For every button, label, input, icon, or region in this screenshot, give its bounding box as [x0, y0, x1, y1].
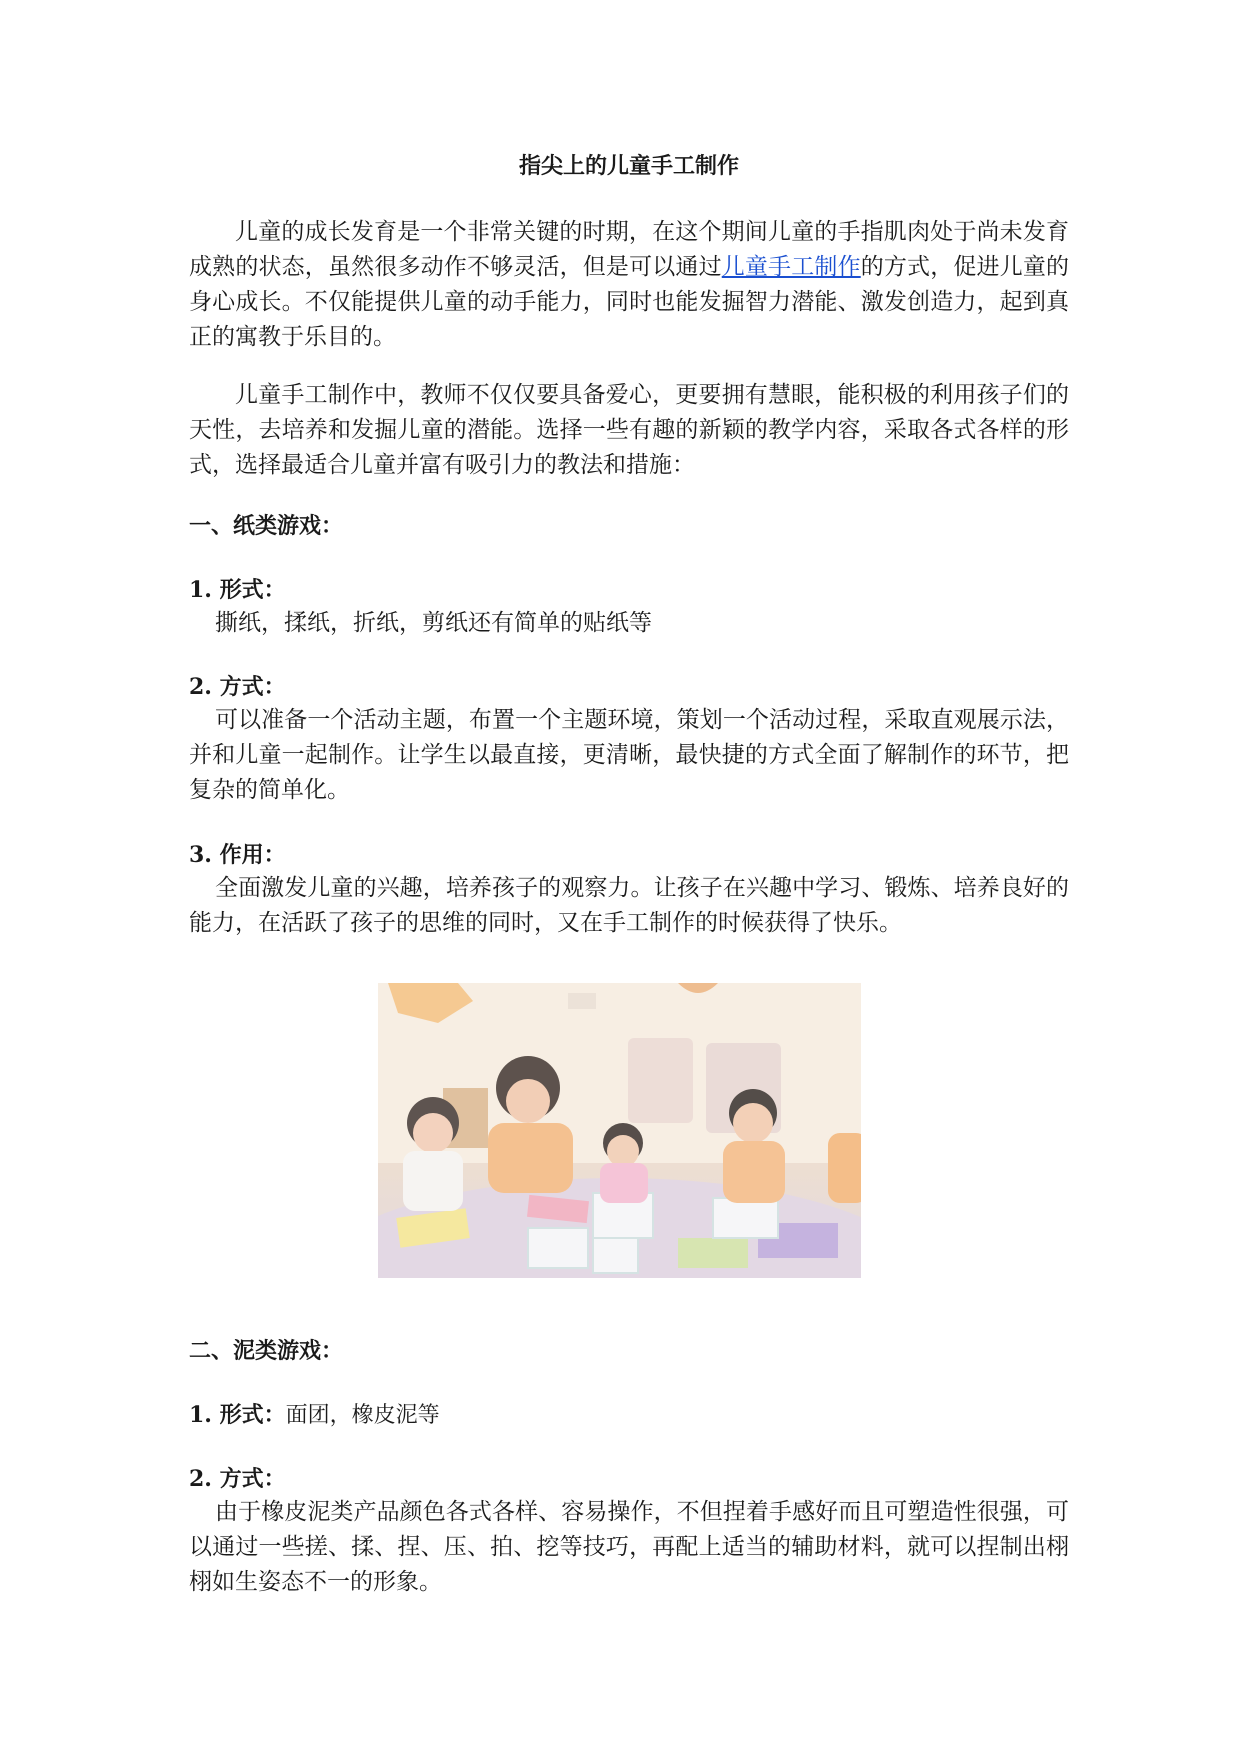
- section1-method-text: 可以准备一个活动主题，布置一个主题环境，策划一个活动过程，采取直观展示法，并和儿童一起制作。让学生以最直接，更清晰，最快捷的方式全面了解制作的环节，把复杂的简单化。: [189, 707, 1069, 803]
- section2-form-text: 面团，橡皮泥等: [285, 1403, 440, 1428]
- teacher-paragraph: 儿童手工制作中，教师不仅仅要具备爱心，更要拥有慧眼，能积极的利用孩子们的天性，去培养和发掘儿童的潜能。选择一些有趣的新颖的教学内容，采取各式各样的形式，选择最适合儿童并富有吸引力的教法和措施：: [189, 382, 1069, 478]
- handcraft-link[interactable]: 儿童手工制作: [721, 254, 861, 280]
- section2-form-label: 1. 形式：: [189, 1402, 286, 1428]
- section1-form-text: 撕纸，揉纸，折纸，剪纸还有简单的贴纸等: [215, 610, 652, 636]
- section2-heading: 二、泥类游戏：: [189, 1338, 344, 1364]
- intro-text-before: 儿童的成长发育是一个非常关键的时期，在这个期间儿童的手指肌肉处于尚未发育成熟的状态，虽然很多动作不够灵活，但是可以通过: [189, 219, 1069, 280]
- section2-form-row: [189, 1398, 440, 1433]
- document-page: [189, 0, 1069, 1754]
- section1-effect-text: 全面激发儿童的兴趣，培养孩子的观察力。让孩子在兴趣中学习、锻炼、培养良好的能力，在活跃了孩子的思维的同时，又在手工制作的时候获得了快乐。: [189, 875, 1069, 936]
- section2-method-label: 2. 方式：: [189, 1466, 286, 1492]
- intro-paragraph: [189, 215, 1069, 355]
- section1-heading: 一、纸类游戏：: [189, 513, 344, 539]
- section2-method-text: 由于橡皮泥类产品颜色各式各样、容易操作，不但捏着手感好而且可塑造性很强，可以通过一些搓、揉、捏、压、拍、挖等技巧，再配上适当的辅助材料，就可以捏制出栩栩如生姿态不一的形象。: [189, 1499, 1069, 1595]
- section1-method-label: 2. 方式：: [189, 674, 286, 700]
- classroom-photo: [378, 983, 861, 1278]
- document-title: 指尖上的儿童手工制作: [518, 153, 739, 179]
- section1-form-label: 1. 形式：: [189, 577, 286, 603]
- section1-effect-label: 3. 作用：: [189, 842, 286, 868]
- intro-text-after: 的方式，促进儿童的身心成长。不仅能提供儿童的动手能力，同时也能发掘智力潜能、激发创造力，起到真正的寓教于乐目的。: [189, 254, 1070, 350]
